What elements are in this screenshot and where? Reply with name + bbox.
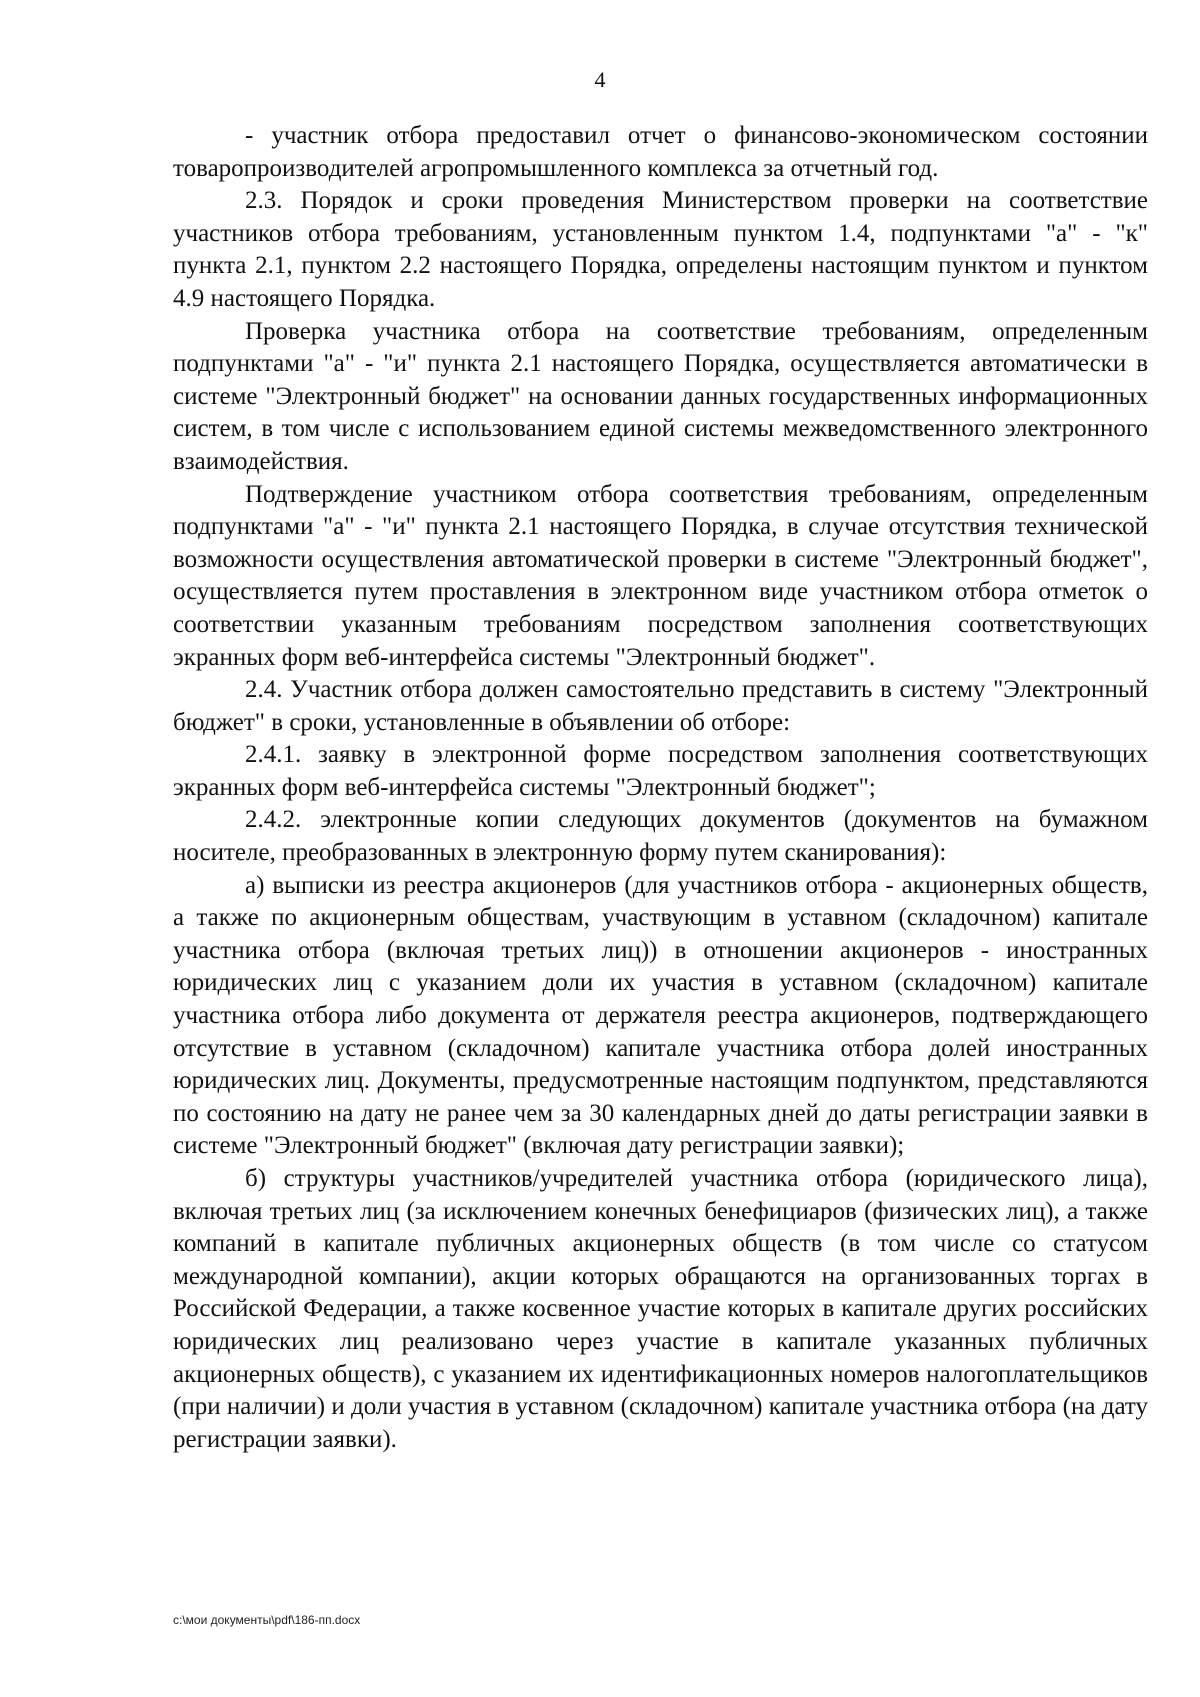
- document-body: [173, 120, 1148, 1456]
- paragraph-item-b: б) структуры участников/учредителей участника отбора (юридического лица), включая третьих лиц (за исключением конечных бенефициаров (физических лиц), а также компаний в капитале публичных акционерных обществ (в том числе со статусом международной компании), акции которых обращаются на организованных торгах в Российской Федерации, а также косвенное участие которых в капитале других российских юридических лиц реализовано через участие в капитале указанных публичных акционерных обществ), с указанием их идентификационных номеров налогоплательщиков (при наличии) и доли участия в уставном (складочном) капитале участника отбора (на дату регистрации заявки).: [173, 1165, 1148, 1453]
- paragraph-report-condition: - участник отбора предоставил отчет о финансово-экономическом состоянии товаропроизводителей агропромышленного комплекса за отчетный год.: [173, 122, 1148, 182]
- paragraph-2-4-1: 2.4.1. заявку в электронной форме посредством заполнения соответствующих экранных форм веб-интерфейса системы "Электронный бюджет";: [173, 741, 1148, 801]
- paragraph-confirmation: Подтверждение участником отбора соответствия требованиям, определенным подпунктами "а" - "и" пункта 2.1 настоящего Порядка, в случае отсутствия технической возможности осуществления автоматической проверки в системе "Электронный бюджет", осуществляется путем проставления в электронном виде участником отбора отметок о соответствии указанным требованиям посредством заполнения соответствующих экранных форм веб-интерфейса системы "Электронный бюджет".: [173, 480, 1148, 671]
- page-number: 4: [594, 67, 606, 92]
- paragraph-2-3: 2.3. Порядок и сроки проведения Министерством проверки на соответствие участников отбора требованиям, установленным пунктом 1.4, подпунктами "а" - "к" пункта 2.1, пунктом 2.2 настоящего Порядка, определены настоящим пунктом и пунктом 4.9 настоящего Порядка.: [173, 187, 1148, 312]
- paragraph-2-4-2: 2.4.2. электронные копии следующих документов (документов на бумажном носителе, преобразованных в электронную форму путем сканирования):: [173, 806, 1148, 867]
- paragraph-2-4: 2.4. Участник отбора должен самостоятельно представить в систему "Электронный бюджет" в сроки, установленные в объявлении об отборе:: [173, 676, 1148, 736]
- paragraph-automatic-check: Проверка участника отбора на соответствие требованиям, определенным подпунктами "а" - "и" пункта 2.1 настоящего Порядка, осуществляется автоматически в системе "Электронный бюджет" на основании данных государственных информационных систем, в том числе с использованием единой системы межведомственного электронного взаимодействия.: [173, 317, 1148, 475]
- footer-file-path: c:\мои документы\pdf\186-пп.docx: [173, 1613, 361, 1627]
- paragraph-item-a: а) выписки из реестра акционеров (для участников отбора - акционерных обществ, а также по акционерным обществам, участвующим в уставном (складочном) капитале участника отбора (включая третьих лиц)) в отношении акционеров - иностранных юридических лиц с указанием доли их участия в уставном (складочном) капитале участника отбора либо документа от держателя реестра акционеров, подтверждающего отсутствие в уставном (складочном) капитале участника отбора долей иностранных юридических лиц. Документы, предусмотренные настоящим подпунктом, представляются по состоянию на дату не ранее чем за 30 календарных дней до даты регистрации заявки в системе "Электронный бюджет" (включая дату регистрации заявки);: [173, 871, 1148, 1160]
